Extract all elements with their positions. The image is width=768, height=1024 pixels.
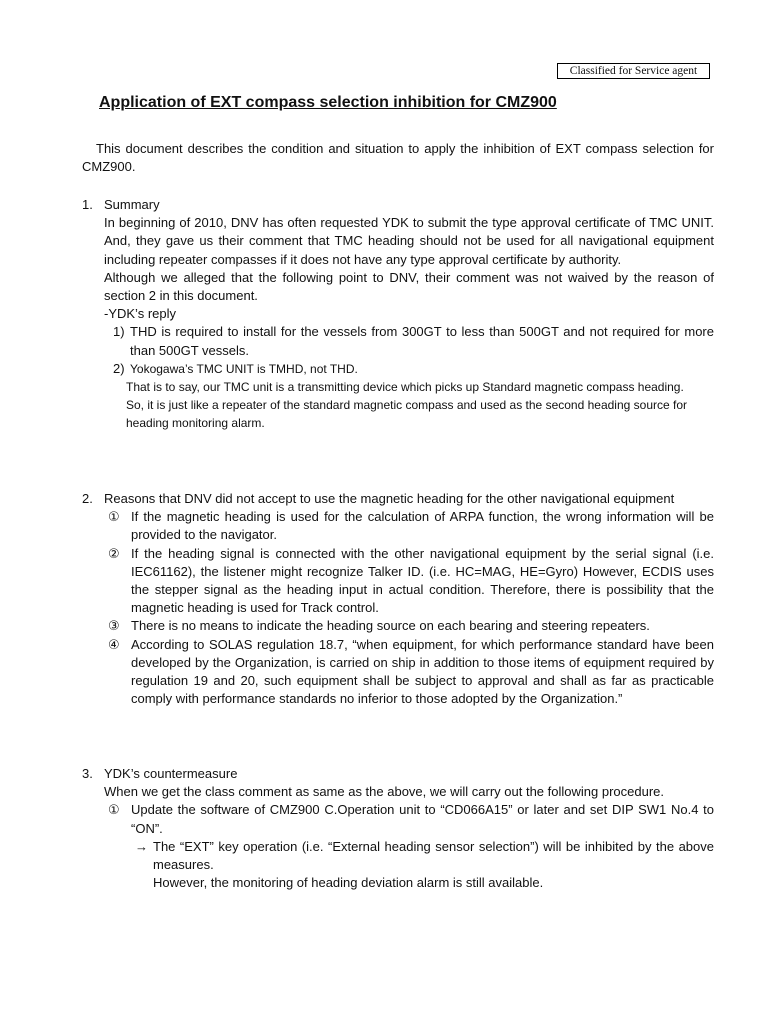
item-number: ③ — [108, 618, 120, 634]
item-number: ④ — [108, 636, 120, 652]
item-text: According to SOLAS regulation 18.7, “when equipment, for which performance standard have been developed by the Organization, is carried on ship in addition to those items of equipment required by regulation 19 and 20, such equipment shall be subject to approval and shall as far as practicable comply with performance standards no inferior to those adopted by the Organization.” — [131, 636, 714, 707]
section-title: Summary — [104, 197, 160, 212]
reply-label: -YDK’s reply — [104, 306, 177, 322]
reason-item — [82, 617, 714, 635]
point-text: Yokogawa’s TMC UNIT is TMHD, not THD. — [130, 361, 358, 376]
countermeasure-paragraph: When we get the class comment as same as the above, we will carry out the following procedure. — [104, 784, 664, 800]
step-text: Update the software of CMZ900 C.Operation unit to “CD066A15” or later and set DIP SW1 No.4 to “ON”. — [131, 802, 714, 836]
section-summary — [82, 196, 714, 433]
step-number: ① — [108, 802, 120, 818]
intro-paragraph: This document describes the condition and situation to apply the inhibition of EXT compass selection for CMZ900. — [82, 141, 714, 175]
classification-label: Classified for Service agent — [557, 63, 710, 79]
countermeasure-note: However, the monitoring of heading deviation alarm is still available. — [153, 875, 544, 891]
item-text: There is no means to indicate the heading source on each bearing and steering repeaters. — [131, 618, 650, 634]
countermeasure-step — [82, 801, 714, 837]
section-countermeasure — [82, 765, 714, 892]
section-number: 2. — [82, 491, 93, 506]
reason-item — [82, 545, 714, 618]
countermeasure-result — [82, 838, 714, 874]
summary-paragraph-1: In beginning of 2010, DNV has often requested YDK to submit the type approval certificate of TMC UNIT. And, they gave us their comment that TMC heading should not be used for all navigational equipment including repeater compasses if it does not have any type approval certificate by authority. — [104, 215, 714, 267]
section-reasons — [82, 490, 714, 708]
item-number: ① — [108, 509, 120, 525]
summary-paragraph-2: Although we alleged that the following point to DNV, their comment was not waived by the reason of section 2 in this document. — [104, 269, 714, 304]
reason-item — [82, 636, 714, 709]
section-heading — [82, 196, 714, 214]
item-text: If the heading signal is connected with the other navigational equipment by the serial signal (i.e. IEC61162), the listener might recognize Talker ID. (i.e. HC=MAG, HE=Gyro) However, ECDIS uses the stepper signal as the heading input in actual condition. Therefore, there is possibility that the magnetic heading is used for Track control. — [131, 545, 714, 616]
item-text: If the magnetic heading is used for the calculation of ARPA function, the wrong information will be provided to the navigator. — [131, 509, 714, 543]
section-number: 1. — [82, 197, 93, 212]
section-heading — [82, 490, 714, 508]
item-number: ② — [108, 545, 120, 561]
point-number: 2) — [113, 360, 125, 376]
reply-detail-2: So, it is just like a repeater of the standard magnetic compass and used as the second heading source for heading monitoring alarm. — [126, 398, 687, 431]
point-text: THD is required to install for the vessels from 300GT to less than 500GT and not required for more than 500GT vessels. — [130, 324, 714, 358]
reason-item — [82, 508, 714, 544]
reply-point-1 — [82, 323, 714, 359]
point-number: 1) — [113, 324, 125, 340]
section-number: 3. — [82, 766, 93, 781]
reply-point-2 — [82, 360, 714, 378]
section-title: Reasons that DNV did not accept to use the magnetic heading for the other navigational equipment — [104, 491, 675, 506]
section-heading — [82, 765, 714, 783]
reply-detail-1: That is to say, our TMC unit is a transmitting device which picks up Standard magnetic compass heading. — [126, 380, 684, 395]
document-title: Application of EXT compass selection inhibition for CMZ900 — [99, 94, 557, 111]
arrow-icon: → — [135, 838, 148, 854]
result-text: The “EXT” key operation (i.e. “External heading sensor selection”) will be inhibited by the above measures. — [153, 838, 714, 873]
section-title: YDK’s countermeasure — [104, 766, 238, 781]
